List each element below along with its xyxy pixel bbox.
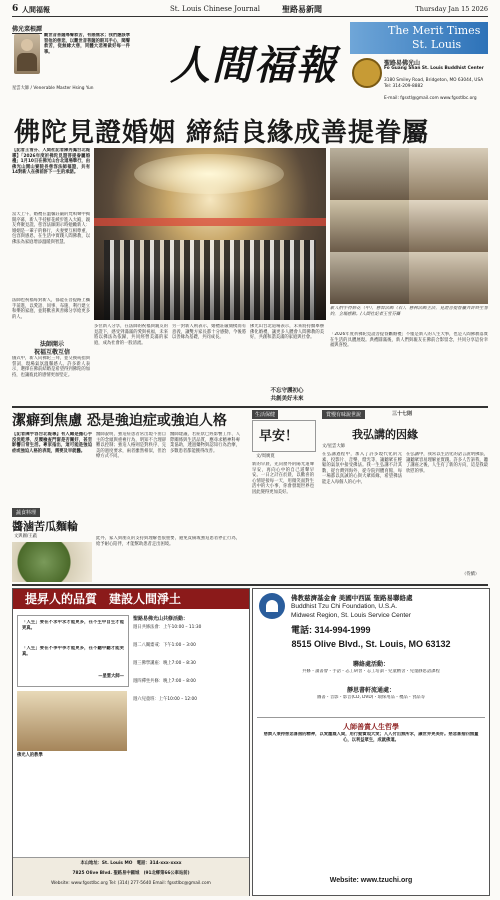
founder-caption: 星雲大師 / Venerable Master Hsing Yun (12, 86, 94, 91)
tzuchi-org-en2: Midwest Region, St. Louis Service Center (291, 612, 411, 619)
fgs-footer-label: 佛光人的教學 (17, 753, 43, 758)
right-col-tag: 賞慢有味說世說 (322, 410, 365, 419)
main-article-subhead: 法師開示 (39, 341, 64, 348)
temple-emblem (352, 58, 382, 88)
right-col-body2: 在弘講中，我常以生活化的語言說明佛法，讓聽眾容易理解並實踐。許多人告訴我，聽了講座之後，人生有了新的方向，這是我最欣慰的事。 (406, 452, 488, 474)
tzuchi-org-zh: 佛教慈濟基金會 美國中西區 聖路易聯絡處 (291, 594, 413, 602)
main-article-para5: 多位新人分享，在法師的祝福與親友的見證下，感受到滿滿的愛與祝福，未來將以佛法為依歸，共同經營美滿的家庭，成為社會的一股清流。 (94, 324, 168, 346)
right-col-tag2: 三十七則 (392, 411, 413, 417)
quote-title: 佛光菜根譚 (12, 26, 43, 33)
main-article-para8: 佛光山台北道場表示，未來將持續舉辦佛化婚禮，讓更多人體會人間佛教的美好，共創和諧美滿的家庭與社會。 (250, 324, 324, 341)
tzuchi-books-head: 靜思書軒流通處： (346, 687, 395, 694)
wedding-photo-collage (330, 148, 488, 304)
recipe-photo (12, 542, 92, 582)
masthead (12, 22, 488, 110)
fgs-footer-bar (13, 857, 249, 896)
main-article-subhead2: 祝福互敬互信 (33, 349, 70, 356)
small-col-tag: 生活保健 (252, 410, 278, 419)
fgs-ad (12, 588, 250, 896)
feature-body-3: 醫師建議，若症狀已經影響工作、人際關係與生活品質，應尋求精神科專業協助，透過藥物與認知行為治療，多數患者都能獲得改善。 (170, 432, 240, 454)
small-col-frame (252, 420, 316, 452)
main-article-para4: 儀式中，新人向佛陀三拜，並交換戒指與誓詞，現場氣氛溫馨感人。許多新人表示，選擇在佛前結婚是希望得到佛陀的加持，也讓彼此的感情更加堅定。 (12, 356, 90, 378)
fgs-quote-2: 「人生」要在不爭中爭才能更多，在不聽中聽才能更真。 (22, 646, 124, 657)
tzuchi-books: 圖書・音影・影音(CD, DVD)・環保用品・禮品・食品等 (317, 695, 425, 700)
paper-logo: 人間福報 (170, 42, 338, 89)
tzuchi-motto-body: 慈濟人秉持慈悲喜捨的精神，以愛灌溉人間，用行動實現大愛；人人付出無所求，讓世界更美好。慈悲喜捨四無量心，以利益眾生，成就佛道。 (263, 732, 479, 743)
merit-title-2: St. Louis (412, 38, 462, 51)
temple-email: E-mail: fgsstl@gmail.com www.fgsstlbc.org (384, 96, 477, 101)
right-col-author: 文/星雲大師 (322, 444, 345, 449)
fgs-act-3: 週三佛學講座：晚上7:00 – 8:30 (133, 661, 196, 666)
right-col-head: 我弘講的因緣 (352, 428, 418, 441)
section-divider (12, 406, 488, 408)
main-article-end-b: 共創美好未來 (270, 396, 304, 402)
temple-tel: Tel: 314-209-8882 (384, 84, 423, 89)
founder-quote-text: 觀世音菩薩尋聲救苦，有感無求；我們應該學習他的慈悲，以觀世音菩薩的眼耳手心，聞聲救苦，從無緣大慈，同體大悲裡做好每一件事。 (44, 33, 130, 55)
main-article-para7: 另一對新人則表示，婚禮莊嚴簡樸而有意義，讓雙方家長都十分感動，今後將以善緣為基礎，共同成長。 (172, 324, 246, 341)
merit-title-1: The Merit Times (388, 24, 481, 37)
fgs-footer-2: 7825 Olive Blvd. 聖路易中國城 (91北鄉第66公車站前) (72, 871, 190, 876)
main-article-para3: 法師也祝福每對新人，都能在菩提路上攜手前進，以愛語、同事、布施、利行建立和樂的家庭，並將歡喜與善緣分享給更多的人。 (12, 298, 90, 320)
fgs-footer-1: 本山地址：St. Louis MO 電話：314-xxx-xxxx (80, 861, 182, 866)
paper-zh-name: 聖路易新聞 (282, 5, 322, 14)
temple-en: Fo Guang Shan St. Louis Buddhist Center (384, 66, 484, 71)
right-col-body: 在弘講過程中，加入了許多現代化的元素，投影片、音樂、燈光等，讓聽眾在輕鬆的氣氛中接受佛法。我一生弘講不計其數，從台灣到海外，從寺院到體育館，每一場都以真誠的心與大眾結緣，希望佛法能走入每個人的心中。 (322, 452, 402, 485)
feature-body-2: 醫師說明，強迫症患者常出現不由自主的念頭與重複行為，明知不合理卻難以控制；強迫人格則是對秩序、完美的過度要求，兩者雖然相似，但治療方式不同。 (96, 432, 166, 460)
tzuchi-motto-box (257, 717, 485, 778)
founder-quote-box (12, 22, 132, 96)
small-col-head: 早安！ (259, 429, 299, 444)
right-col-end: （待續） (462, 572, 480, 577)
founder-portrait (14, 34, 40, 74)
feature-body-1: 【記者陳宇容台北報導】有人總是擔心手沒洗乾淨、反覆檢查門窗是否關好，甚至影響日常生活。專家指出，這可能是強迫症或強迫人格的表現，需要及早就醫。 (12, 432, 92, 454)
fgs-act-4: 週四禪坐共修：晚上7:00 – 8:00 (133, 679, 196, 684)
main-headline: 佛陀見證婚姻 締結良緣成善提眷屬 (14, 118, 430, 148)
fgs-acts-head: 聖路易佛光山共修活動： (133, 616, 189, 622)
fgs-act-1: 週日共修法會：上午10:00 – 11:30 (133, 625, 202, 630)
fgs-ad-title: 提昇人的品質 建設人間淨土 (13, 589, 249, 609)
recipe-title: 醬滷苦瓜麵輪 (12, 520, 78, 533)
temple-address: 3180 Smiley Road, Bridgeton, MO 63044, USA (384, 78, 484, 83)
wedding-photo (94, 148, 326, 320)
tzuchi-address: 8515 Olive Blvd., St. Louis, MO 63132 (291, 639, 451, 649)
fgs-quote-box (17, 615, 129, 687)
feature-headline: 潔癖到焦慮 恐是強迫症或強迫人格 (12, 413, 227, 429)
main-article-dateline: 【記者王雪芬、人間社記者陳秀鳳台北報導】「2026年度祈佛陀見證菩提眷屬婚禮」1月10日在佛光山台北道場舉行，由佛光山開山寮院長慈容法師福證，共有14對新人在佛前許下一生的承諾。 (12, 148, 90, 176)
feature-body-4: 此外，家人與朋友的支持與理解也很重要，避免責備或強迫患者停止行為，給予耐心陪伴，才能幫助患者走出困境。 (96, 536, 240, 547)
main-article-para6: 「2026年度祈佛陀見證菩提眷屬婚禮」不僅是新人的人生大事，也是人間佛教落實在生活的具體展現。典禮圓滿後，新人們與親友在佛前合影留念，共同分享這份幸福與喜悅。 (330, 332, 488, 349)
small-col-body: 新的早晨，先向窗外的陽光道聲早安，再向心中的自己道聲早安。一日之計在於晨，以歡喜的心情迎接每一天，用微笑面對生活中的大小事，你會發現世界也因此變得更加美好。 (252, 462, 314, 495)
temple-zh: 聖路易佛光山 (384, 60, 421, 67)
tzuchi-ad (252, 588, 490, 896)
recipe-tag: 蔬食料理 (12, 508, 40, 517)
fgs-quote-attr: —星雲大師— (98, 674, 124, 679)
fgs-act-2: 週二八關齋戒：下午1:00 – 3:00 (133, 643, 196, 648)
tzuchi-logo (259, 593, 285, 619)
photo-caption: 新人們手持鮮花（中），慈容法師（右）、慈林法師主法，見證菩提眷屬共許終生誓約，全場感動。/人間社記者王雪芬攝 (330, 306, 488, 317)
page-number: 6 (12, 4, 19, 14)
main-article-end-a: 不忘守護初心 (270, 388, 304, 394)
fgs-quote-1: 「人生」要在不求中求才能更多，在不生中自生才能更真。 (22, 620, 124, 631)
tzuchi-motto-title: 人師善賞人生哲學 (343, 723, 399, 731)
tzuchi-website[interactable]: Website: www.tzuchi.org (329, 877, 413, 884)
merit-times-box (350, 22, 488, 106)
tzuchi-phone: 電話: 314-994-1999 (291, 625, 371, 635)
fgs-teaching-image (17, 691, 127, 751)
page-header (12, 4, 488, 17)
section-name: 人間福報 (22, 6, 50, 14)
tzuchi-services: 共修・讀書會・手語・志工研習・志工培訓・兒童精舍・兒童靜思語課程 (302, 669, 440, 674)
fgs-act-5: 週六兒童班：上午10:00 – 12:00 (133, 697, 198, 702)
fgs-footer-3: Website: www.fgsstlbc.org Tel: (314) 277-5640 Email: fgsstlbc@gmail.com (51, 881, 211, 886)
main-article-para2: 當天上午，婚禮在溫馨莊嚴的梵唄聲中揭開序幕，新人手持鮮花緩步進入大殿，親友齊聚見證。慈容法師開示時勉勵新人：婚姻是一輩子的修行，夫妻要互相尊重、包容與感恩，在生活中實踐人間佛教，以佛法為家庭增添溫暖與智慧。 (12, 212, 90, 245)
issue-date: Thursday Jan 15 2026 (415, 5, 488, 13)
recipe-author: 文與圖/王蔬 (14, 534, 37, 539)
ad-divider (12, 584, 488, 586)
paper-en-name: St. Louis Chinese Journal (170, 5, 260, 13)
tzuchi-org-en1: Buddhist Tzu Chi Foundation, U.S.A. (291, 603, 398, 610)
small-col-sub: 文/周廣寬 (256, 454, 275, 459)
tzuchi-services-head: 聯絡處活動： (352, 661, 389, 668)
